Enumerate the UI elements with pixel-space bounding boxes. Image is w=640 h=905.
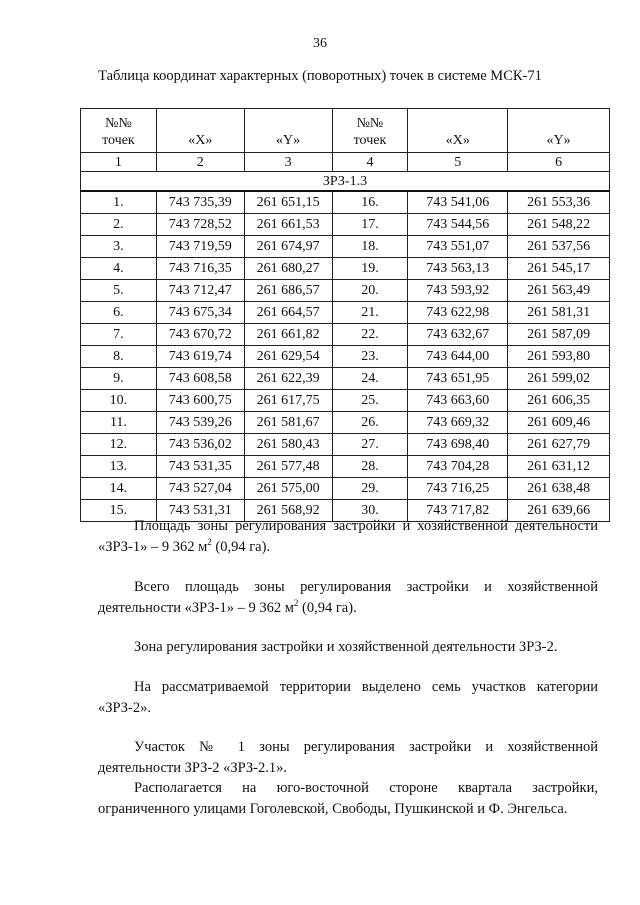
x-coordinate: 743 717,82 (408, 500, 508, 522)
point-number: 15. (81, 500, 157, 522)
x-coordinate: 743 531,31 (156, 500, 244, 522)
y-coordinate: 261 606,35 (508, 390, 610, 412)
y-coordinate: 261 537,56 (508, 236, 610, 258)
x-coordinate: 743 541,06 (408, 191, 508, 214)
paragraph-total-area: Всего площадь зоны регулирования застройки и хозяйственной деятельности «ЗРЗ-1» – 9 362 $м^2$ (0,94 га). (98, 579, 598, 616)
table-title: Таблица координат характерных (поворотных) точек в системе МСК-71 (98, 68, 542, 84)
y-coordinate: 261 638,48 (508, 478, 610, 500)
x-coordinate: 743 551,07 (408, 236, 508, 258)
col-number: 5 (408, 153, 508, 172)
header-y-1: «Y» (244, 109, 332, 153)
y-coordinate: 261 563,49 (508, 280, 610, 302)
table-row (81, 434, 610, 456)
table-row (81, 191, 610, 214)
col-number: 2 (156, 153, 244, 172)
point-number: 9. (81, 368, 157, 390)
y-coordinate: 261 661,53 (244, 214, 332, 236)
col-number: 1 (81, 153, 157, 172)
y-coordinate: 261 617,75 (244, 390, 332, 412)
point-number: 20. (332, 280, 408, 302)
header-row (81, 109, 610, 153)
paragraph-location: Располагается на юго-восточной стороне квартала застройки, ограниченного улицами Гоголевской, Свободы, Пушкинской и Ф. Энгельса. (98, 780, 598, 817)
x-coordinate: 743 536,02 (156, 434, 244, 456)
point-number: 21. (332, 302, 408, 324)
x-coordinate: 743 531,35 (156, 456, 244, 478)
y-coordinate: 261 587,09 (508, 324, 610, 346)
y-coordinate: 261 661,82 (244, 324, 332, 346)
table-row (81, 258, 610, 280)
y-coordinate: 261 568,92 (244, 500, 332, 522)
table-row (81, 324, 610, 346)
paragraph-area-zone-1: Площадь зоны регулирования застройки и хозяйственной деятельности «ЗРЗ-1» – 9 362 $м^2$ (0,94 га). (98, 518, 598, 555)
point-number: 8. (81, 346, 157, 368)
header-x-2: «X» (408, 109, 508, 153)
point-number: 3. (81, 236, 157, 258)
y-coordinate: 261 553,36 (508, 191, 610, 214)
x-coordinate: 743 698,40 (408, 434, 508, 456)
table-row (81, 456, 610, 478)
y-coordinate: 261 548,22 (508, 214, 610, 236)
x-coordinate: 743 539,26 (156, 412, 244, 434)
point-number: 25. (332, 390, 408, 412)
zone-label: ЗРЗ-1.3 (81, 172, 610, 192)
coordinates-table (80, 108, 610, 522)
y-coordinate: 261 680,27 (244, 258, 332, 280)
x-coordinate: 743 704,28 (408, 456, 508, 478)
x-coordinate: 743 669,32 (408, 412, 508, 434)
y-coordinate: 261 629,54 (244, 346, 332, 368)
col-number: 3 (244, 153, 332, 172)
x-coordinate: 743 563,13 (408, 258, 508, 280)
point-number: 30. (332, 500, 408, 522)
x-coordinate: 743 619,74 (156, 346, 244, 368)
point-number: 19. (332, 258, 408, 280)
table-row (81, 280, 610, 302)
table-row (81, 412, 610, 434)
column-number-row (81, 153, 610, 172)
x-coordinate: 743 600,75 (156, 390, 244, 412)
x-coordinate: 743 632,67 (408, 324, 508, 346)
table-row (81, 368, 610, 390)
y-coordinate: 261 609,46 (508, 412, 610, 434)
table-row (81, 214, 610, 236)
y-coordinate: 261 674,97 (244, 236, 332, 258)
point-number: 5. (81, 280, 157, 302)
point-number: 29. (332, 478, 408, 500)
point-number: 4. (81, 258, 157, 280)
paragraph-plot-1: Участок № 1 зоны регулирования застройки и хозяйственной деятельности ЗРЗ-2 «ЗРЗ-2.1». (98, 739, 598, 776)
y-coordinate: 261 593,80 (508, 346, 610, 368)
zone-row (81, 172, 610, 192)
point-number: 17. (332, 214, 408, 236)
y-coordinate: 261 581,67 (244, 412, 332, 434)
point-number: 26. (332, 412, 408, 434)
point-number: 27. (332, 434, 408, 456)
x-coordinate: 743 728,52 (156, 214, 244, 236)
point-number: 24. (332, 368, 408, 390)
table-row (81, 346, 610, 368)
y-coordinate: 261 627,79 (508, 434, 610, 456)
point-number: 28. (332, 456, 408, 478)
x-coordinate: 743 670,72 (156, 324, 244, 346)
table-row (81, 302, 610, 324)
y-coordinate: 261 664,57 (244, 302, 332, 324)
page-number: 36 (313, 36, 327, 51)
paragraph-plots-count: На рассматриваемой территории выделено семь участков категории «ЗРЗ-2». (98, 679, 598, 716)
y-coordinate: 261 581,31 (508, 302, 610, 324)
x-coordinate: 743 716,35 (156, 258, 244, 280)
y-coordinate: 261 577,48 (244, 456, 332, 478)
point-number: 10. (81, 390, 157, 412)
y-coordinate: 261 575,00 (244, 478, 332, 500)
x-coordinate: 743 735,39 (156, 191, 244, 214)
point-number: 16. (332, 191, 408, 214)
x-coordinate: 743 651,95 (408, 368, 508, 390)
table-row (81, 478, 610, 500)
y-coordinate: 261 631,12 (508, 456, 610, 478)
point-number: 6. (81, 302, 157, 324)
y-coordinate: 261 599,02 (508, 368, 610, 390)
point-number: 7. (81, 324, 157, 346)
col-number: 4 (332, 153, 408, 172)
table-row (81, 236, 610, 258)
x-coordinate: 743 608,58 (156, 368, 244, 390)
y-coordinate: 261 622,39 (244, 368, 332, 390)
y-coordinate: 261 686,57 (244, 280, 332, 302)
point-number: 13. (81, 456, 157, 478)
x-coordinate: 743 716,25 (408, 478, 508, 500)
header-y-2: «Y» (508, 109, 610, 153)
point-number: 11. (81, 412, 157, 434)
y-coordinate: 261 639,66 (508, 500, 610, 522)
x-coordinate: 743 712,47 (156, 280, 244, 302)
x-coordinate: 743 544,56 (408, 214, 508, 236)
x-coordinate: 743 622,98 (408, 302, 508, 324)
point-number: 1. (81, 191, 157, 214)
header-x-1: «X» (156, 109, 244, 153)
x-coordinate: 743 593,92 (408, 280, 508, 302)
header-points-1: №№ точек (81, 109, 157, 153)
point-number: 22. (332, 324, 408, 346)
point-number: 23. (332, 346, 408, 368)
x-coordinate: 743 527,04 (156, 478, 244, 500)
paragraph-zone-heading: Зона регулирования застройки и хозяйственной деятельности ЗРЗ-2. (134, 639, 558, 655)
y-coordinate: 261 580,43 (244, 434, 332, 456)
y-coordinate: 261 545,17 (508, 258, 610, 280)
x-coordinate: 743 675,34 (156, 302, 244, 324)
x-coordinate: 743 644,00 (408, 346, 508, 368)
table-row (81, 390, 610, 412)
x-coordinate: 743 719,59 (156, 236, 244, 258)
point-number: 18. (332, 236, 408, 258)
x-coordinate: 743 663,60 (408, 390, 508, 412)
point-number: 2. (81, 214, 157, 236)
y-coordinate: 261 651,15 (244, 191, 332, 214)
point-number: 14. (81, 478, 157, 500)
header-points-2: №№ точек (332, 109, 408, 153)
col-number: 6 (508, 153, 610, 172)
point-number: 12. (81, 434, 157, 456)
